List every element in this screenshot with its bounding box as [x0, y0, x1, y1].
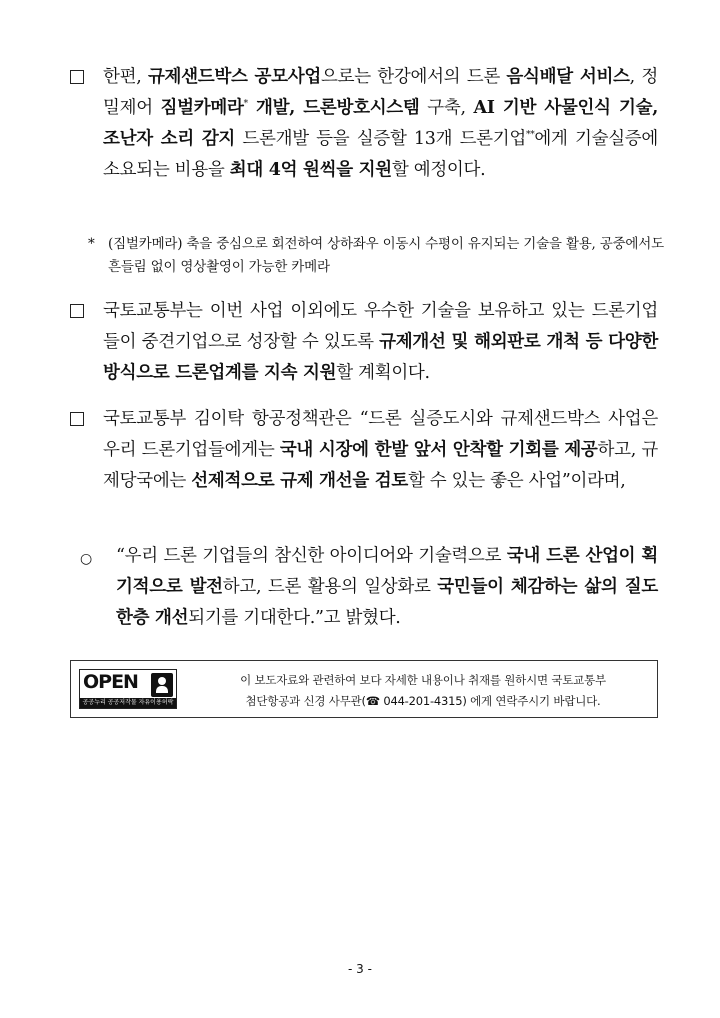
checkbox-bullet-icon: [70, 412, 84, 426]
footnote: [88, 233, 678, 279]
contact-line-1: 이 보도자료와 관련하여 보다 자세한 내용이나 취재를 원하시면 국토교통부: [240, 673, 606, 687]
p4-bold-2: 국민들이 체감하는 삶의 질도 한층 개선: [116, 577, 658, 628]
p4-text-1: “우리 드론 기업들의 참신한 아이디어와 기술력으로: [116, 546, 507, 566]
p2-text-2: 할 계획이다.: [336, 363, 430, 383]
paragraph-1: [70, 62, 658, 186]
p3-text-2: 하고, 규제당국에는: [103, 440, 659, 491]
open-license-logo: [79, 669, 177, 709]
p2-bold-1: 규제개선 및 해외판로 개척 등 다양한 방식으로 드론업계를 지속 지원: [103, 332, 658, 383]
p1-bold-4: 개발, 드론방호시스템: [247, 98, 420, 118]
attribution-person-icon: [151, 673, 173, 697]
p1-bold-1: 규제샌드박스 공모사업: [147, 67, 321, 87]
p1-bold-2: 음식배달 서비스: [506, 67, 630, 87]
p1-text-1: 한편,: [103, 67, 148, 87]
checkbox-bullet-icon: [70, 70, 84, 84]
p4-bold-1: 국내 드론 산업이 획기적으로 발전: [116, 546, 658, 597]
p1-bold-3: 짐벌카메라: [160, 98, 244, 118]
p1-text-5: 드론개발 등을 실증할 13개 드론기업: [235, 129, 526, 149]
p1-bold-5: AI 기반 사물인식 기술, 조난자 소리 감지: [103, 98, 659, 149]
footnote-star: *: [88, 236, 95, 252]
paragraph-2: [70, 296, 658, 389]
p1-footnote-mark-1: *: [243, 99, 248, 110]
checkbox-bullet-icon: [70, 304, 84, 318]
circle-bullet-icon: ○: [80, 551, 92, 567]
paragraph-3: [70, 404, 658, 497]
paragraph-4: [70, 541, 658, 634]
open-logo-strip: 공공누리 공공저작물 자유이용허락: [80, 698, 176, 708]
open-logo-text: OPEN: [83, 671, 138, 693]
page-number: - 3 -: [348, 962, 372, 976]
p1-text-2: 으로는 한강에서의 드론: [320, 67, 507, 87]
p4-text-3: 되기를 기대한다.”고 밝혔다.: [188, 608, 401, 628]
p1-text-3: , 정밀제어: [103, 67, 658, 118]
p1-text-6: 에게 기술실증에 소요되는 비용을: [103, 129, 659, 180]
footnote-text: (짐벌카메라) 축을 중심으로 회전하여 상하좌우 이동시 수평이 유지되는 기술을 활용, 공중에서도 흔들림 없이 영상촬영이 가능한 카메라: [108, 236, 664, 275]
p2-text-1: 국토교통부는 이번 사업 이외에도 우수한 기술을 보유하고 있는 드론기업들이 중견기업으로 성장할 수 있도록: [103, 301, 658, 352]
p1-text-7: 할 예정이다.: [391, 160, 486, 180]
p3-bold-1: 국내 시장에 한발 앞서 안착할 기회를 제공: [279, 440, 598, 460]
p3-bold-2: 선제적으로 규제 개선을 검토: [191, 471, 408, 491]
contact-text: [193, 670, 653, 712]
p1-footnote-mark-2: **: [526, 130, 535, 141]
contact-line-2: 첨단항공과 신경 사무관(☎ 044-201-4315) 에게 연락주시기 바랍니다.: [245, 694, 601, 708]
contact-box: [70, 660, 658, 718]
p3-text-3: 할 수 있는 좋은 사업”이라며,: [407, 471, 626, 491]
p3-text-1: 국토교통부 김이탁 항공정책관은 “드론 실증도시와 규제샌드박스 사업은 우리 드론기업들에게는: [103, 409, 658, 460]
p4-text-2: 하고, 드론 활용의 일상화로: [222, 577, 438, 597]
p1-bold-6: 최대 4억 원씩을 지원: [229, 160, 392, 180]
p1-text-4: 구축,: [419, 98, 474, 118]
